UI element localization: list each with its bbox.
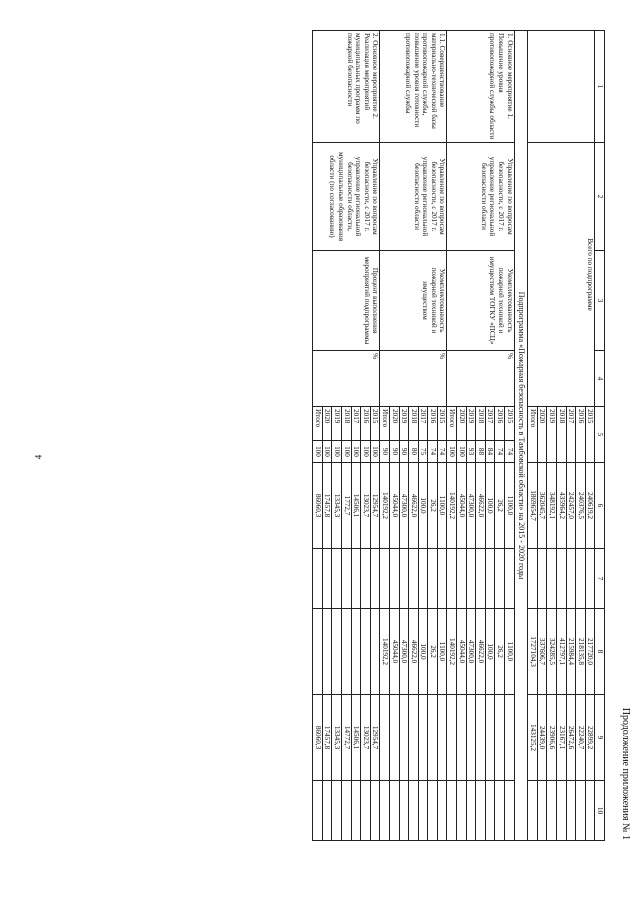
empty-cell (505, 781, 515, 841)
empty-cell (418, 549, 428, 609)
empty-cell (380, 781, 390, 841)
value-cell (399, 695, 409, 781)
value-cell: 140192,2 (447, 609, 457, 695)
indicator-value: 90 (399, 441, 409, 463)
indicator-value: 100 (361, 441, 371, 463)
empty-cell (476, 781, 486, 841)
total-spacer (528, 31, 595, 143)
column-header: 8 (595, 609, 605, 695)
year-cell: 2015 (437, 407, 447, 441)
value-cell (428, 695, 438, 781)
value-cell: 100,0 (485, 463, 495, 549)
value-cell: 218135,8 (576, 609, 586, 695)
indicator-value: 100 (457, 441, 467, 463)
empty-cell (341, 781, 351, 841)
measure-unit: % (313, 351, 380, 407)
column-header: 6 (595, 463, 605, 549)
year-cell: 2016 (428, 407, 438, 441)
empty-cell (585, 781, 595, 841)
column-header: 2 (595, 143, 605, 251)
year-cell: 2018 (476, 407, 486, 441)
value-cell (322, 609, 332, 695)
empty-cell (566, 781, 576, 841)
empty-cell (457, 781, 467, 841)
year-cell: 2017 (418, 407, 428, 441)
header-row (595, 31, 605, 841)
empty-cell (428, 549, 438, 609)
year-cell: 2020 (389, 407, 399, 441)
empty-cell (399, 549, 409, 609)
year-cell: 2016 (576, 407, 586, 463)
value-cell: 240376,5 (576, 463, 586, 549)
value-cell: 47300,0 (399, 609, 409, 695)
empty-cell (466, 781, 476, 841)
value-cell: 86060,3 (313, 695, 323, 781)
column-header: 5 (595, 407, 605, 463)
value-cell: 23906,6 (547, 695, 557, 781)
year-cell: 2020 (457, 407, 467, 441)
year-cell: 2018 (557, 407, 567, 463)
appendix-title: Продолжение приложения № 1 (620, 707, 631, 840)
value-cell: 47300,0 (399, 463, 409, 549)
page-number: 4 (33, 454, 44, 460)
year-cell: 2017 (485, 407, 495, 441)
empty-cell (447, 549, 457, 609)
year-cell: 2020 (537, 407, 547, 463)
measure-indicator: Процент выполнения мероприятий подпрограммы (313, 251, 380, 351)
value-cell: 1869654,7 (528, 463, 538, 549)
value-cell: 46622,0 (409, 463, 419, 549)
column-header: 1 (595, 31, 605, 143)
empty-cell (537, 781, 547, 841)
empty-cell (341, 549, 351, 609)
empty-cell (585, 549, 595, 609)
year-cell: Итого (313, 407, 323, 441)
empty-cell (495, 781, 505, 841)
value-cell: 14506,1 (351, 463, 361, 549)
indicator-value: 74 (505, 441, 515, 463)
empty-cell (557, 781, 567, 841)
year-cell: 2018 (409, 407, 419, 441)
column-header: 4 (595, 351, 605, 407)
value-cell (370, 609, 380, 695)
empty-cell (447, 781, 457, 841)
total-label: Всего по подпрограмме (528, 143, 595, 407)
indicator-value: 75 (418, 441, 428, 463)
value-cell: 12954,7 (370, 463, 380, 549)
value-cell: 86060,3 (313, 463, 323, 549)
empty-cell (370, 549, 380, 609)
empty-cell (418, 781, 428, 841)
table-row (585, 31, 595, 841)
indicator-value: 100 (322, 441, 332, 463)
value-cell (341, 609, 351, 695)
indicator-value: 100 (370, 441, 380, 463)
empty-cell (457, 549, 467, 609)
value-cell: 26,2 (495, 463, 505, 549)
value-cell: 14506,1 (351, 695, 361, 781)
value-cell: 13023,7 (361, 463, 371, 549)
year-cell: 2019 (466, 407, 476, 441)
value-cell: 337606,7 (537, 609, 547, 695)
value-cell: 240619,2 (585, 463, 595, 549)
value-cell: 45044,0 (389, 609, 399, 695)
value-cell: 26,2 (428, 609, 438, 695)
value-cell: 215984,4 (566, 609, 576, 695)
measure-name: 2. Основное мероприятие 2. Реализация мероприятий муниципальных программ по пожарной безопасности (313, 31, 380, 143)
value-cell (466, 695, 476, 781)
year-cell: 2019 (547, 407, 557, 463)
table-row (370, 31, 380, 841)
empty-cell (528, 781, 538, 841)
empty-cell (576, 781, 586, 841)
value-cell: 45044,0 (389, 463, 399, 549)
value-cell: 1100,0 (505, 609, 515, 695)
empty-cell (361, 549, 371, 609)
value-cell: 1100,0 (437, 609, 447, 695)
year-cell: Итого (528, 407, 538, 463)
empty-cell (409, 549, 419, 609)
empty-cell (322, 549, 332, 609)
measure-unit: % (380, 351, 447, 407)
value-cell: 242457,0 (566, 463, 576, 549)
empty-cell (351, 549, 361, 609)
budget-table (312, 30, 605, 841)
column-header: 9 (595, 695, 605, 781)
empty-cell (351, 781, 361, 841)
value-cell: 22240,7 (576, 695, 586, 781)
indicator-value: 74 (495, 441, 505, 463)
value-cell (380, 695, 390, 781)
table-row (505, 31, 515, 841)
indicator-value: 88 (476, 441, 486, 463)
measure-name: 1.1. Совершенствование материально-технической базы противопожарной службы, повышение уровня готовности противопожарной службы (380, 31, 447, 143)
empty-cell (322, 781, 332, 841)
year-cell: 2020 (322, 407, 332, 441)
year-cell: 2017 (566, 407, 576, 463)
value-cell: 1100,0 (437, 463, 447, 549)
empty-cell (485, 549, 495, 609)
value-cell: 46622,0 (476, 609, 486, 695)
value-cell: 46622,0 (409, 609, 419, 695)
empty-cell (380, 549, 390, 609)
empty-cell (566, 549, 576, 609)
value-cell (437, 695, 447, 781)
empty-cell (537, 549, 547, 609)
value-cell: 217720,0 (585, 609, 595, 695)
empty-cell (399, 781, 409, 841)
year-cell: 2017 (351, 407, 361, 441)
empty-cell (370, 781, 380, 841)
indicator-value: 100 (351, 441, 361, 463)
value-cell: 362045,7 (537, 463, 547, 549)
value-cell (409, 695, 419, 781)
indicator-value: 74 (437, 441, 447, 463)
measure-name: 1. Основное мероприятие 1. Повышение уровня противопожарной службы области (447, 31, 514, 143)
indicator-value: 100 (313, 441, 323, 463)
value-cell: 17457,8 (322, 695, 332, 781)
empty-cell (547, 781, 557, 841)
indicator-value: 100 (341, 441, 351, 463)
value-cell: 412797,1 (557, 609, 567, 695)
value-cell: 140192,2 (380, 463, 390, 549)
value-cell: 23167,1 (557, 695, 567, 781)
empty-cell (485, 781, 495, 841)
value-cell: 100,0 (418, 463, 428, 549)
empty-cell (495, 549, 505, 609)
value-cell: 435964,2 (557, 463, 567, 549)
value-cell: 26,2 (428, 463, 438, 549)
empty-cell (409, 781, 419, 841)
value-cell: 348192,1 (547, 463, 557, 549)
value-cell: 100,0 (485, 609, 495, 695)
empty-cell (547, 549, 557, 609)
indicator-value: 100 (332, 441, 342, 463)
value-cell (447, 695, 457, 781)
value-cell: 140192,2 (380, 609, 390, 695)
value-cell: 13345,3 (332, 463, 342, 549)
empty-cell (313, 549, 323, 609)
empty-cell (389, 549, 399, 609)
value-cell (485, 695, 495, 781)
measure-executor: Управление по вопросам безопасности, с 2017 г. управление региональной безопасности области, муниципальные образования области (по согласованию) (313, 143, 380, 251)
measure-indicator: Укомплектованность пожарной техникой и имуществом ТОГКУ «ПСЦ» (447, 251, 514, 351)
year-cell: 2015 (370, 407, 380, 441)
value-cell: 46622,0 (476, 463, 486, 549)
measure-indicator: Укомплектованность пожарной техникой и имуществом (380, 251, 447, 351)
empty-cell (466, 549, 476, 609)
column-header: 7 (595, 549, 605, 609)
value-cell (418, 695, 428, 781)
empty-cell (332, 781, 342, 841)
value-cell: 24439,0 (537, 695, 547, 781)
indicator-value: 93 (466, 441, 476, 463)
column-header: 3 (595, 251, 605, 351)
year-cell: Итого (380, 407, 390, 441)
empty-cell (437, 781, 447, 841)
indicator-value: 84 (485, 441, 495, 463)
empty-cell (528, 549, 538, 609)
year-cell: Итого (447, 407, 457, 441)
value-cell (495, 695, 505, 781)
empty-cell (576, 549, 586, 609)
measure-unit: % (447, 351, 514, 407)
empty-cell (505, 549, 515, 609)
indicator-value: 80 (409, 441, 419, 463)
measure-executor: Управление по вопросам безопасности, с 2017 г. управление региональной безопасности области (380, 143, 447, 251)
value-cell: 22899,2 (585, 695, 595, 781)
value-cell: 45044,0 (457, 463, 467, 549)
indicator-value: 100 (447, 441, 457, 463)
year-cell: 2015 (585, 407, 595, 463)
value-cell (457, 695, 467, 781)
value-cell: 12954,7 (370, 695, 380, 781)
value-cell (476, 695, 486, 781)
table-row (437, 31, 447, 841)
column-header: 10 (595, 781, 605, 841)
value-cell (351, 609, 361, 695)
value-cell (332, 609, 342, 695)
value-cell: 47300,0 (466, 609, 476, 695)
empty-cell (313, 781, 323, 841)
indicator-value: 90 (389, 441, 399, 463)
subprogram-row (514, 31, 528, 841)
empty-cell (389, 781, 399, 841)
year-cell: 2018 (341, 407, 351, 441)
value-cell: 13023,7 (361, 695, 371, 781)
empty-cell (437, 549, 447, 609)
value-cell: 324285,5 (547, 609, 557, 695)
year-cell: 2016 (495, 407, 505, 441)
value-cell: 100,0 (418, 609, 428, 695)
empty-cell (361, 781, 371, 841)
value-cell: 26,2 (495, 609, 505, 695)
year-cell: 2019 (332, 407, 342, 441)
value-cell: 140192,2 (447, 463, 457, 549)
indicator-value: 90 (380, 441, 390, 463)
value-cell: 26472,6 (566, 695, 576, 781)
value-cell (313, 609, 323, 695)
empty-cell (476, 549, 486, 609)
value-cell: 47300,0 (466, 463, 476, 549)
value-cell: 1100,0 (505, 463, 515, 549)
value-cell: 1772,7 (341, 463, 351, 549)
empty-cell (332, 549, 342, 609)
value-cell: 143125,2 (528, 695, 538, 781)
empty-cell (557, 549, 567, 609)
value-cell (505, 695, 515, 781)
value-cell (361, 609, 371, 695)
value-cell (389, 695, 399, 781)
empty-cell (428, 781, 438, 841)
subprogram-title: Подпрограмма «Пожарная безопасность в Тамбовской области» на 2015 - 2020 годы (514, 31, 528, 841)
measure-executor: Управление по вопросам безопасности, с 2017 г. управление региональной безопасности области (447, 143, 514, 251)
value-cell: 17457,8 (322, 463, 332, 549)
year-cell: 2015 (505, 407, 515, 441)
year-cell: 2016 (361, 407, 371, 441)
year-cell: 2019 (399, 407, 409, 441)
value-cell: 1727104,3 (528, 609, 538, 695)
rotated-page (95, 30, 631, 840)
value-cell: 13345,3 (332, 695, 342, 781)
value-cell: 45044,0 (457, 609, 467, 695)
indicator-value: 74 (428, 441, 438, 463)
value-cell: 14772,7 (341, 695, 351, 781)
